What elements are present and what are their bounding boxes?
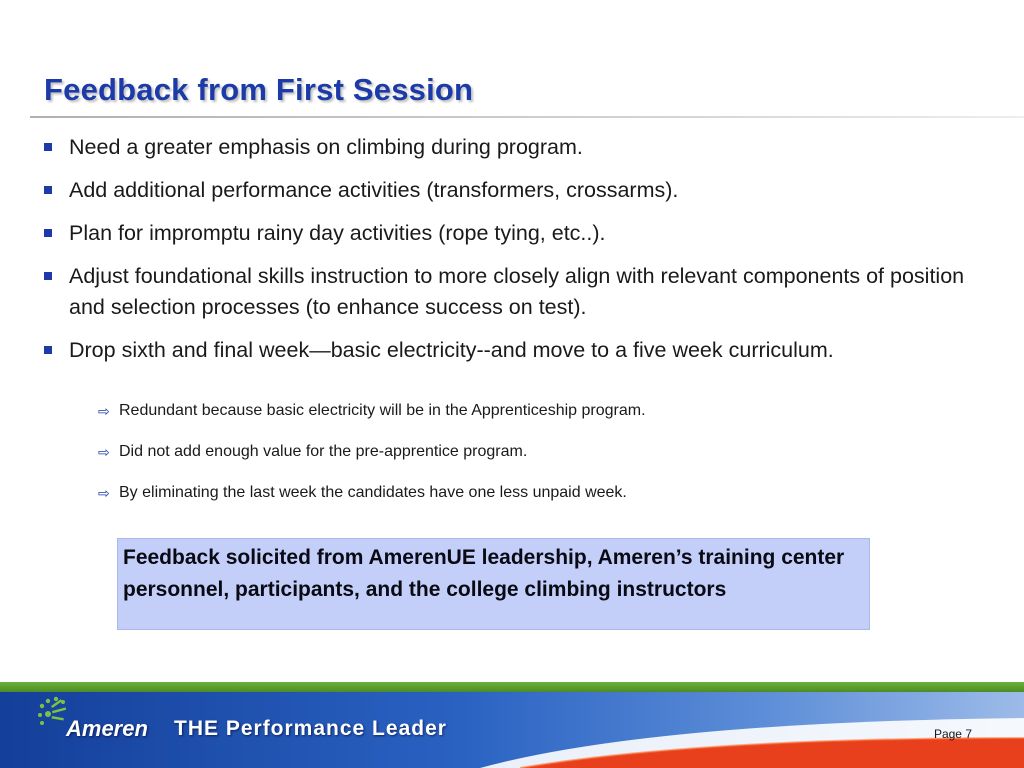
bullet-item bbox=[44, 335, 1004, 366]
bullet-text: Plan for impromptu rainy day activities (rope tying, etc..). bbox=[69, 221, 606, 245]
sub-bullet-text: By eliminating the last week the candidates have one less unpaid week. bbox=[119, 484, 627, 501]
bullet-text: Need a greater emphasis on climbing during program. bbox=[69, 135, 583, 159]
slide-title: Feedback from First Session bbox=[44, 72, 474, 107]
sub-bullet-item bbox=[98, 482, 646, 523]
bullet-list bbox=[44, 132, 1004, 378]
arrow-right-outline-icon: ⇨ bbox=[98, 485, 110, 501]
sub-bullet-item bbox=[98, 441, 646, 482]
feedback-callout-box: Feedback solicited from AmerenUE leadership, Ameren’s training center personnel, participants, and the college climbing instructors bbox=[117, 538, 870, 630]
bullet-item bbox=[44, 175, 1004, 206]
arrow-right-outline-icon: ⇨ bbox=[98, 403, 110, 419]
bullet-text: Adjust foundational skills instruction to more closely align with relevant components of position and selection processes (to enhance success on test). bbox=[69, 264, 965, 319]
sub-bullet-text: Did not add enough value for the pre-apprentice program. bbox=[119, 443, 528, 460]
bullet-item bbox=[44, 132, 1004, 163]
footer-background bbox=[0, 682, 1024, 768]
page-number: Page 7 bbox=[933, 727, 972, 741]
sub-bullet-list bbox=[98, 400, 646, 523]
square-bullet-icon bbox=[44, 143, 52, 151]
square-bullet-icon bbox=[44, 346, 52, 354]
sub-bullet-text: Redundant because basic electricity will be in the Apprenticeship program. bbox=[119, 402, 646, 419]
arrow-right-outline-icon: ⇨ bbox=[98, 444, 110, 460]
square-bullet-icon bbox=[44, 229, 52, 237]
footer-banner bbox=[0, 682, 1024, 768]
sub-bullet-item bbox=[98, 400, 646, 441]
ameren-logo-text: Ameren bbox=[66, 716, 148, 741]
square-bullet-icon bbox=[44, 272, 52, 280]
bullet-text: Drop sixth and final week—basic electricity--and move to a five week curriculum. bbox=[69, 338, 834, 362]
footer-tagline: THE Performance Leader bbox=[174, 717, 447, 740]
square-bullet-icon bbox=[44, 186, 52, 194]
bullet-text: Add additional performance activities (transformers, crossarms). bbox=[69, 178, 679, 202]
bullet-item bbox=[44, 261, 1004, 323]
title-divider bbox=[30, 116, 1024, 118]
bullet-item bbox=[44, 218, 1004, 249]
